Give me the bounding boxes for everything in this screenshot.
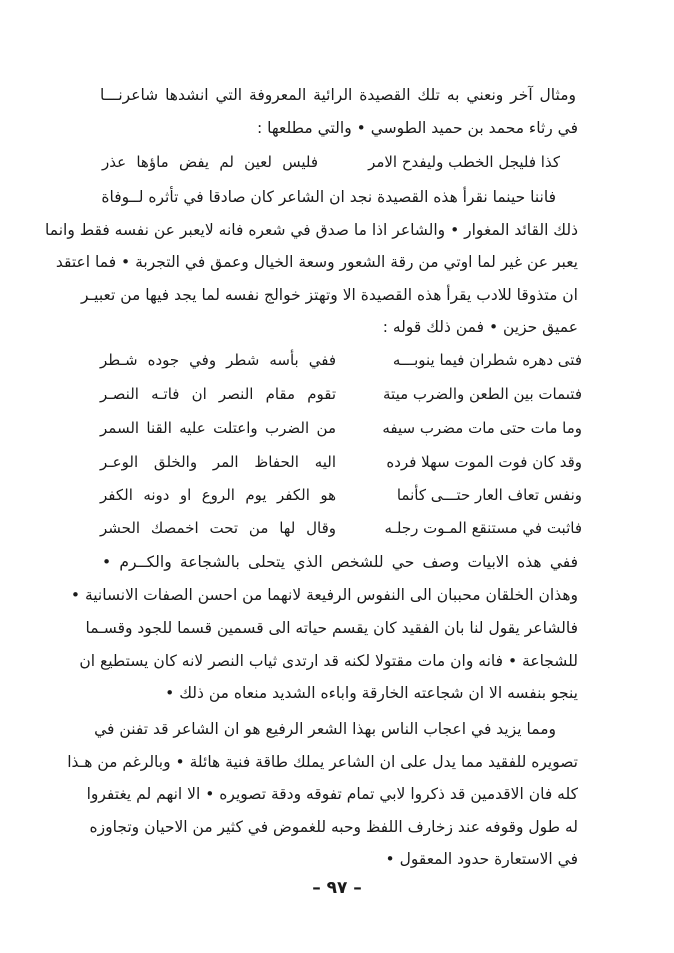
paragraph-line: عميق حزين • فمن ذلك قوله : xyxy=(382,318,578,336)
verse-second-hemistich: من الضرب واعتلت عليه القنا السمر xyxy=(100,419,336,437)
paragraph-line: ينجو بنفسه الا ان شجاعته الخارقة واباءه الشديد منعاه من ذلك • xyxy=(165,684,578,702)
verse-second-hemistich: اليه الحفاظ المر والخلق الوعـر xyxy=(100,453,336,471)
verse-second-hemistich: ففي بأسه شطر وفي جوده شـطر xyxy=(100,351,336,369)
paragraph-line: كله فان الاقدمين قد ذكروا لابي تمام تفوقه ودقة تصويره • الا انهم لم يغتفروا xyxy=(86,785,578,803)
verse-first-hemistich: فاثبت في مستنقع المـوت رجلـه xyxy=(384,519,582,537)
paragraph-line: له طول وقوفه عند زخارف اللفظ وحبه للغموض في كثير من الاحيان وتجاوزه xyxy=(89,818,578,836)
verse-first-hemistich: ونفس تعاف العار حتـــى كأنما xyxy=(396,486,582,504)
page-number: – ٩٧ – xyxy=(312,878,362,898)
paragraph-line: ومثال آخر ونعني به تلك القصيدة الرائية المعروفة التي انشدها شاعرنـــا xyxy=(100,86,576,104)
verse-first-hemistich: فتى دهره شطران فيما ينوبـــه xyxy=(392,351,582,369)
paragraph-line: يعبر عن غير لما اوتي من رقة الشعور وسعة الخيال وعمق في التجربة • فما اعتقد xyxy=(55,253,578,271)
paragraph-line: للشجاعة • فانه وان مات مقتولا لكنه قد ارتدى ثياب النصر لانه كان يستطيع ان xyxy=(79,652,578,670)
paragraph-line: فالشاعر يقول لنا بان الفقيد كان يقسم حياته الى قسمين قسما للجود وقسـما xyxy=(85,619,578,637)
paragraph-line: ففي هذه الابيات وصف حي للشخص الذي يتحلى بالشجاعة والكــرم • xyxy=(102,553,578,571)
verse-second-hemistich: هو الكفر يوم الروع او دونه الكفر xyxy=(100,486,336,504)
verse-first-hemistich: وما مات حتى مات مضرب سيفه xyxy=(382,419,582,437)
verse-first-hemistich: وقد كان فوت الموت سهلا فرده xyxy=(386,453,582,471)
verse-second-hemistich: وقال لها من تحت اخمصك الحشر xyxy=(100,519,336,537)
verse-second-hemistich: تقوم مقام النصر ان فاتـه النصـر xyxy=(100,385,336,403)
opening-verse-first-hemistich: كذا فليجل الخطب وليفدح الامر xyxy=(368,153,560,171)
paragraph-line: فاننا حينما نقرأ هذه القصيدة نجد ان الشاعر كان صادقا في تأثره لــوفاة xyxy=(101,188,556,206)
opening-verse-second-hemistich: فليس لعين لم يفض ماؤها عذر xyxy=(102,153,318,171)
paragraph-line: تصويره للفقيد مما يدل على ان الشاعر يملك طاقة فنية هائلة • وبالرغم من هـذا xyxy=(67,753,578,771)
paragraph-line: في الاستعارة حدود المعقول • xyxy=(385,850,578,868)
paragraph-line: ان متذوقا للادب يقرأ هذه القصيدة الا وتهتز خوالج نفسه لما يجد فيها من تعبيـر xyxy=(81,286,578,304)
verse-first-hemistich: فتىمات بين الطعن والضرب ميتة xyxy=(383,385,582,403)
paragraph-line: في رثاء محمد بن حميد الطوسي • والتي مطلعها : xyxy=(257,119,578,137)
paragraph-line: وهذان الخلقان محببان الى النفوس الرفيعة لانهما من احسن الصفات الانسانية • xyxy=(70,586,578,604)
paragraph-line: ذلك القائد المغوار • والشاعر اذا ما صدق في شعره فانه لايعبر عن نفسه فقط وانما xyxy=(45,221,578,239)
paragraph-line: ومما يزيد في اعجاب الناس بهذا الشعر الرفيع هو ان الشاعر قد تفنن في xyxy=(94,720,556,738)
